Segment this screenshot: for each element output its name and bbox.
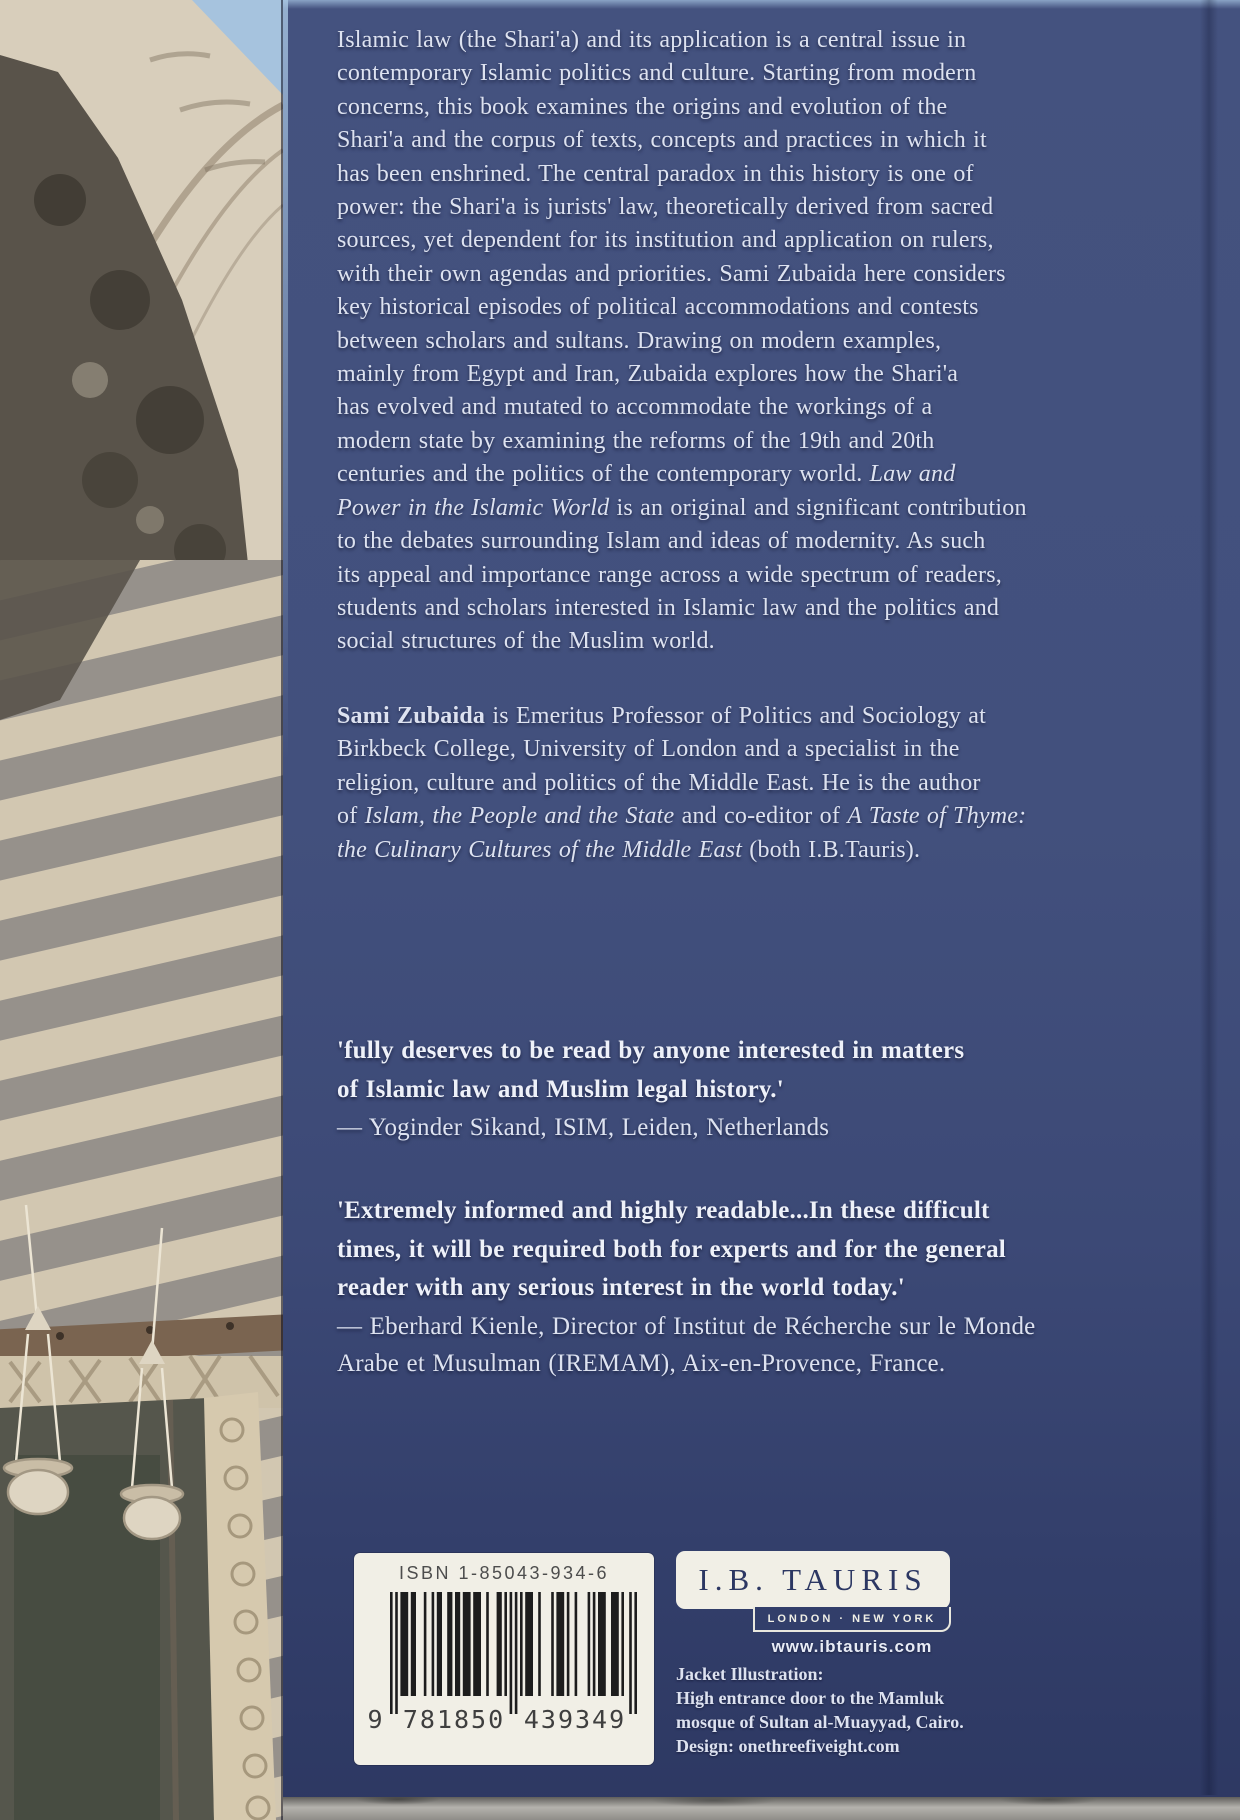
synopsis-line: to the debates surrounding Islam and ideas of modernity. As such xyxy=(337,528,986,555)
cover-panel xyxy=(283,0,1240,1820)
review-quote-2-attribution-line: Arabe et Musulman (IREMAM), Aix-en-Provence, France. xyxy=(337,1350,946,1377)
synopsis-line: students and scholars interested in Islamic law and the politics and xyxy=(337,594,1000,621)
review-quote-2-text-line: reader with any serious interest in the world today.' xyxy=(337,1274,905,1301)
barcode-icon xyxy=(366,1586,642,1736)
review-quote-2 xyxy=(337,1192,1035,1383)
author-bio-line: Birkbeck College, University of London and a specialist in the xyxy=(337,736,960,763)
publisher-cities: LONDON · NEW YORK xyxy=(767,1612,937,1625)
synopsis-line: contemporary Islamic politics and culture. Starting from modern xyxy=(337,60,977,87)
cover-edge-highlight xyxy=(283,0,288,760)
isbn-number: ISBN 1-85043-934-6 xyxy=(398,1563,610,1583)
review-quote-1-attribution xyxy=(337,1109,964,1147)
synopsis-line: Shari'a and the corpus of texts, concepts and practices in which it xyxy=(337,127,987,154)
synopsis-line: key historical episodes of political accommodations and contests xyxy=(337,294,979,321)
barcode-digits-left: 781850 xyxy=(402,1705,506,1734)
publisher-name: I.B. TAURIS xyxy=(698,1562,928,1597)
synopsis-line: its appeal and importance range across a wide spectrum of readers, xyxy=(337,561,1002,588)
synopsis xyxy=(337,24,1027,659)
synopsis-line: social structures of the Muslim world. xyxy=(337,628,715,655)
author-bio-line: religion, culture and politics of the Middle East. He is the author xyxy=(337,769,981,796)
jacket-credits-line: Design: onethreefiveight.com xyxy=(676,1736,900,1756)
review-quote-1-text-line: of Islamic law and Muslim legal history.' xyxy=(337,1075,784,1103)
synopsis-line: concerns, this book examines the origins and evolution of the xyxy=(337,93,948,120)
cover-fold-line xyxy=(1200,0,1218,1795)
synopsis-line: with their own agendas and priorities. Sami Zubaida here considers xyxy=(337,260,1006,287)
synopsis-line: centuries and the politics of the contemporary world. Law and xyxy=(337,461,956,488)
synopsis-line: Power in the Islamic World is an original and significant contribution xyxy=(337,494,1027,521)
publisher-cities-box xyxy=(753,1607,951,1632)
synopsis-line: has evolved and mutated to accommodate the workings of a xyxy=(337,394,933,421)
publisher-website: www.ibtauris.com xyxy=(771,1637,933,1656)
publisher-logo xyxy=(676,1551,950,1609)
review-quote-2-attribution-line: — Eberhard Kienle, Director of Institut de Récherche sur le Monde xyxy=(337,1312,1036,1340)
jacket-credits xyxy=(676,1662,964,1758)
barcode-digit-first: 9 xyxy=(367,1705,385,1734)
synopsis-line: sources, yet dependent for its institution and application on rulers, xyxy=(337,227,994,254)
synopsis-line: power: the Shari'a is jurists' law, theoretically derived from sacred xyxy=(337,194,994,221)
jacket-credits-line: Jacket Illustration: xyxy=(676,1664,824,1684)
review-quote-1-text xyxy=(337,1032,964,1109)
review-quote-1-text-line: 'fully deserves to be read by anyone interested in matters xyxy=(337,1037,965,1064)
synopsis-line: Islamic law (the Shari'a) and its application is a central issue in xyxy=(337,27,967,53)
barcode-digits-right: 439349 xyxy=(523,1705,627,1734)
review-quote-2-text-line: times, it will be required both for experts and for the general xyxy=(337,1235,1006,1263)
synopsis-line: modern state by examining the reforms of the 19th and 20th xyxy=(337,427,935,454)
author-bio-line: the Culinary Cultures of the Middle East (both I.B.Tauris). xyxy=(337,836,921,863)
isbn-barcode-panel xyxy=(354,1553,654,1765)
synopsis-line: between scholars and sultans. Drawing on modern examples, xyxy=(337,327,942,354)
author-bio-line: Sami Zubaida is Emeritus Professor of Politics and Sociology at xyxy=(337,703,986,729)
synopsis-line: has been enshrined. The central paradox in this history is one of xyxy=(337,160,974,187)
jacket-credits-line: mosque of Sultan al-Muayyad, Cairo. xyxy=(676,1712,964,1732)
review-quote-1 xyxy=(337,1032,964,1147)
page-edges xyxy=(283,1797,1240,1820)
review-quote-2-attribution xyxy=(337,1308,1035,1383)
synopsis-line: mainly from Egypt and Iran, Zubaida explores how the Shari'a xyxy=(337,361,959,388)
author-bio xyxy=(337,700,1026,867)
review-quote-2-text-line: 'Extremely informed and highly readable...In these difficult xyxy=(337,1197,990,1224)
jacket-credits-line: High entrance door to the Mamluk xyxy=(676,1688,945,1708)
review-quote-2-text xyxy=(337,1192,1035,1308)
publisher-block xyxy=(676,1551,956,1666)
mosque-facade-photo xyxy=(0,0,283,1820)
author-bio-line: of Islam, the People and the State and co-editor of A Taste of Thyme: xyxy=(337,803,1027,830)
review-quote-1-attribution-line: — Yoginder Sikand, ISIM, Leiden, Netherlands xyxy=(337,1114,830,1141)
